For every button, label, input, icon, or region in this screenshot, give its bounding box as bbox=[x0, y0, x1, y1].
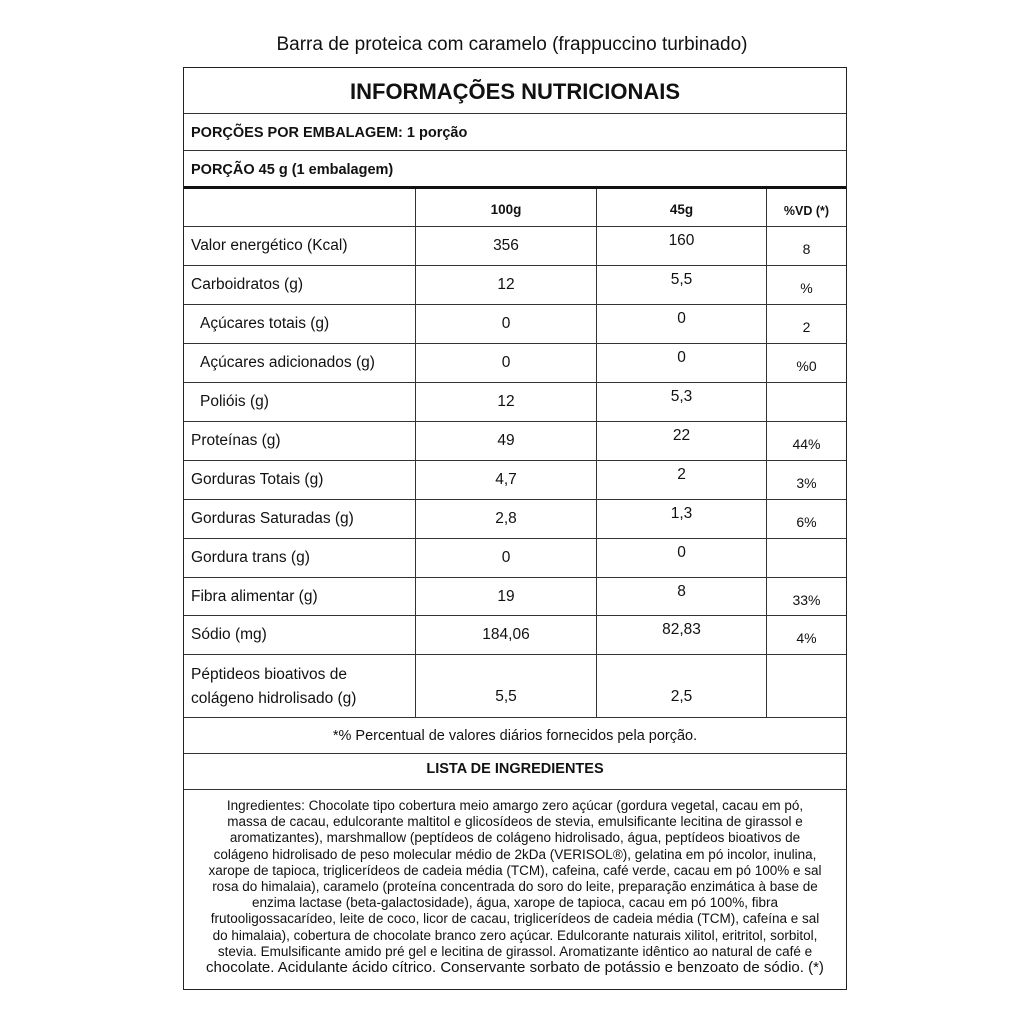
header-vd: %VD (*) bbox=[783, 204, 830, 218]
nutrient-name: Fibra alimentar (g) bbox=[184, 578, 416, 615]
value-100g: 0 bbox=[416, 344, 597, 382]
nutrient-name-line1: Péptideos bioativos de bbox=[191, 666, 347, 683]
value-100g: 184,06 bbox=[416, 616, 597, 654]
nutrient-name: Gorduras Totais (g) bbox=[184, 461, 416, 499]
ingredients-line: Ingredientes: Chocolate tipo cobertura meio amargo zero açúcar (gordura vegetal, cacau em pó, bbox=[226, 798, 804, 813]
value-100g: 4,7 bbox=[416, 461, 597, 499]
nutrient-name: Proteínas (g) bbox=[184, 422, 416, 460]
ingredients-text bbox=[184, 790, 846, 984]
ingredients-line: massa de cacau, edulcorante maltitol e glicosídeos de stevia, emulsificante lecitina de girassol e bbox=[227, 814, 803, 830]
nutrient-name: Açúcares totais (g) bbox=[184, 305, 416, 343]
table-row bbox=[184, 344, 846, 383]
servings-per-package: PORÇÕES POR EMBALAGEM: 1 porção bbox=[184, 114, 846, 151]
value-vd bbox=[767, 655, 846, 717]
ingredients-line: aromatizantes), marshmallow (peptídeos de colágeno hidrolisado, água, peptídeos bioativos de bbox=[229, 830, 801, 846]
table-row bbox=[184, 227, 846, 266]
table-row bbox=[184, 655, 846, 718]
value-100g: 12 bbox=[416, 266, 597, 304]
ingredients-line: xarope de tapioca, triglicerídeos de cadeia média (TCM), cafeina, café verde, cacau em pó 100% e sal bbox=[208, 862, 822, 878]
ingredients-line: do himalaia), cobertura de chocolate branco zero açúcar. Edulcorante naturais xilitol, eritritol, sorbitol, bbox=[212, 927, 818, 943]
ingredients-line: frutooligossacarídeo, leite de coco, licor de cacau, triglicerídeos de cadeia média (TCM), cafeína e sal bbox=[210, 911, 820, 927]
nutrient-name: Sódio (mg) bbox=[184, 616, 416, 654]
value-100g: 49 bbox=[416, 422, 597, 460]
ingredients-line: colágeno hidrolisado de peso molecular médio de 2kDa (VERISOL®), gelatina em pó incolor, inulina, bbox=[213, 846, 817, 862]
value-100g: 5,5 bbox=[416, 655, 597, 717]
table-row bbox=[184, 578, 846, 616]
value-45g: 5,3 bbox=[597, 383, 767, 421]
value-vd: %0 bbox=[796, 358, 817, 374]
product-title: Barra de proteica com caramelo (frappuccino turbinado) bbox=[276, 34, 748, 55]
nutrient-name: Polióis (g) bbox=[184, 383, 416, 421]
nutrient-name: Gorduras Saturadas (g) bbox=[184, 500, 416, 538]
value-45g: 0 bbox=[597, 344, 767, 382]
value-vd bbox=[767, 539, 846, 577]
label-heading: INFORMAÇÕES NUTRICIONAIS bbox=[184, 68, 846, 114]
table-row bbox=[184, 422, 846, 461]
value-45g: 0 bbox=[597, 305, 767, 343]
header-45g: 45g bbox=[597, 189, 767, 226]
value-vd: % bbox=[800, 280, 813, 296]
nutrient-name bbox=[184, 655, 416, 717]
value-100g: 0 bbox=[416, 305, 597, 343]
header-nutrient bbox=[184, 189, 416, 226]
value-45g: 160 bbox=[597, 227, 767, 265]
value-vd: 2 bbox=[802, 319, 811, 335]
table-row bbox=[184, 461, 846, 500]
header-100g: 100g bbox=[416, 189, 597, 226]
value-vd: 44% bbox=[792, 436, 821, 452]
ingredients-line: chocolate. Acidulante ácido cítrico. Conservante sorbato de potássio e benzoato de sódio. (*) bbox=[206, 959, 824, 977]
value-100g: 19 bbox=[416, 578, 597, 615]
table-row bbox=[184, 266, 846, 305]
value-45g: 22 bbox=[597, 422, 767, 460]
table-row bbox=[184, 305, 846, 344]
table-row bbox=[184, 616, 846, 655]
value-100g: 2,8 bbox=[416, 500, 597, 538]
value-vd: 33% bbox=[792, 592, 821, 608]
table-row bbox=[184, 500, 846, 539]
value-45g: 5,5 bbox=[597, 266, 767, 304]
value-45g: 8 bbox=[597, 578, 767, 615]
nutrient-name: Carboidratos (g) bbox=[184, 266, 416, 304]
table-header-row bbox=[184, 189, 846, 227]
value-45g: 0 bbox=[597, 539, 767, 577]
value-vd: 3% bbox=[796, 475, 817, 491]
ingredients-heading: LISTA DE INGREDIENTES bbox=[184, 754, 846, 790]
nutrition-facts-label bbox=[183, 67, 847, 990]
value-vd: 4% bbox=[796, 630, 817, 646]
value-45g: 1,3 bbox=[597, 500, 767, 538]
nutrient-name: Valor energético (Kcal) bbox=[184, 227, 416, 265]
value-45g: 2 bbox=[597, 461, 767, 499]
value-45g: 2,5 bbox=[597, 655, 767, 717]
value-vd: 6% bbox=[796, 514, 817, 530]
serving-size: PORÇÃO 45 g (1 embalagem) bbox=[184, 151, 846, 189]
value-100g: 356 bbox=[416, 227, 597, 265]
table-row bbox=[184, 383, 846, 422]
ingredients-line: rosa do himalaia), caramelo (proteína concentrada do soro do leite, preparação enzimática à base de bbox=[212, 879, 818, 895]
nutrient-name: Açúcares adicionados (g) bbox=[184, 344, 416, 382]
value-100g: 0 bbox=[416, 539, 597, 577]
footnote: *% Percentual de valores diários fornecidos pela porção. bbox=[184, 718, 846, 754]
value-vd bbox=[767, 383, 846, 421]
nutrient-name: Gordura trans (g) bbox=[184, 539, 416, 577]
value-vd: 8 bbox=[802, 241, 811, 257]
value-45g: 82,83 bbox=[597, 616, 767, 654]
value-100g: 12 bbox=[416, 383, 597, 421]
ingredients-line: enzima lactase (beta-galactosidade), água, xarope de tapioca, cacau em pó 100%, fibra bbox=[251, 895, 779, 911]
nutrient-name-line2: colágeno hidrolisado (g) bbox=[191, 690, 357, 707]
table-row bbox=[184, 539, 846, 578]
ingredients-line: stevia. Emulsificante amido pré gel e lecitina de girassol. Aromatizante idêntico ao natural de café e bbox=[217, 943, 813, 959]
